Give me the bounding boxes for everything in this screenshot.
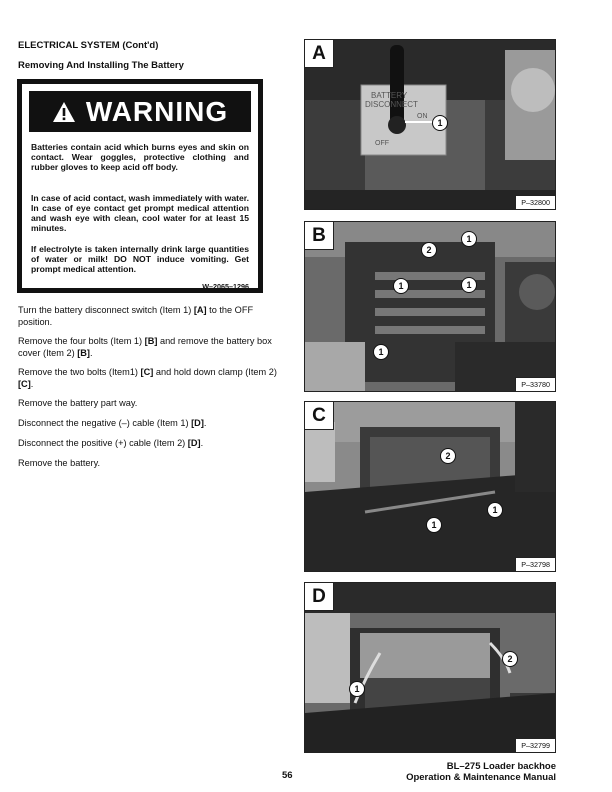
callout-1: 1 [432, 115, 448, 131]
callout-1: 1 [461, 231, 477, 247]
figure-d [304, 582, 556, 753]
warning-paragraph: In case of acid contact, wash immediately with water. In case of eye contact get prompt medical attention and wash eye with clean, cool water for at least 15 minutes. [31, 193, 249, 233]
figure-c [304, 401, 556, 572]
page-number: 56 [282, 770, 293, 781]
callout-2: 2 [421, 242, 437, 258]
photo-hold-down-clamp [305, 402, 556, 572]
figure-letter: D [305, 583, 334, 611]
photo-battery-cables [305, 583, 556, 753]
callout-1: 1 [487, 502, 503, 518]
callout-1: 1 [461, 277, 477, 293]
callout-1: 1 [373, 344, 389, 360]
photo-battery-disconnect [305, 40, 556, 210]
callout-1: 1 [426, 517, 442, 533]
warning-code: W–2065–1296 [202, 282, 249, 291]
callout-1: 1 [393, 278, 409, 294]
warning-paragraph: Batteries contain acid which burns eyes and skin on contact. Wear goggles, protective clothing and rubber gloves to keep acid off body. [31, 142, 249, 172]
svg-text:DISCONNECT: DISCONNECT [365, 100, 418, 109]
figure-letter: A [305, 40, 334, 68]
step-text: Remove the four bolts (Item 1) [B] and remove the battery box cover (Item 2) [B]. [18, 336, 272, 358]
callout-2: 2 [502, 651, 518, 667]
figure-letter: C [305, 402, 334, 430]
figure-letter: B [305, 222, 334, 250]
warning-paragraph: If electrolyte is taken internally drink large quantities of water or milk! DO NOT induce vomiting. Get prompt medical attention. [31, 244, 249, 274]
figure-code: P–32799 [515, 738, 555, 752]
step-text: Remove the two bolts (Item1) [C] and hold down clamp (Item 2) [C]. [18, 367, 277, 389]
subsection-title: Removing And Installing The Battery [18, 60, 184, 71]
svg-text:OFF: OFF [375, 140, 389, 147]
warning-title: WARNING [85, 95, 229, 127]
footer-manual-info [406, 762, 556, 783]
callout-2: 2 [440, 448, 456, 464]
figure-code: P–33780 [515, 377, 555, 391]
figure-code: P–32800 [515, 195, 555, 209]
step-text: Remove the battery part way. [18, 398, 138, 408]
step-text: Remove the battery. [18, 458, 101, 468]
footer-model: BL–275 Loader backhoe [446, 761, 556, 772]
warning-box [17, 79, 263, 293]
section-title: ELECTRICAL SYSTEM (Cont'd) [18, 40, 159, 51]
svg-text:ON: ON [417, 113, 428, 120]
warning-triangle-icon [52, 101, 76, 123]
figure-b [304, 221, 556, 392]
step-text: Disconnect the negative (–) cable (Item 1) [D]. [18, 418, 207, 428]
step-text: Turn the battery disconnect switch (Item 1) [A] to the OFF position. [18, 305, 254, 327]
svg-text:BATTERY: BATTERY [371, 91, 408, 100]
figure-code: P–32798 [515, 557, 555, 571]
callout-1: 1 [349, 681, 365, 697]
figure-a [304, 39, 556, 210]
footer-manual: Operation & Maintenance Manual [406, 771, 556, 783]
step-text: Disconnect the positive (+) cable (Item 2) [D]. [18, 438, 204, 448]
warning-banner [29, 91, 251, 132]
